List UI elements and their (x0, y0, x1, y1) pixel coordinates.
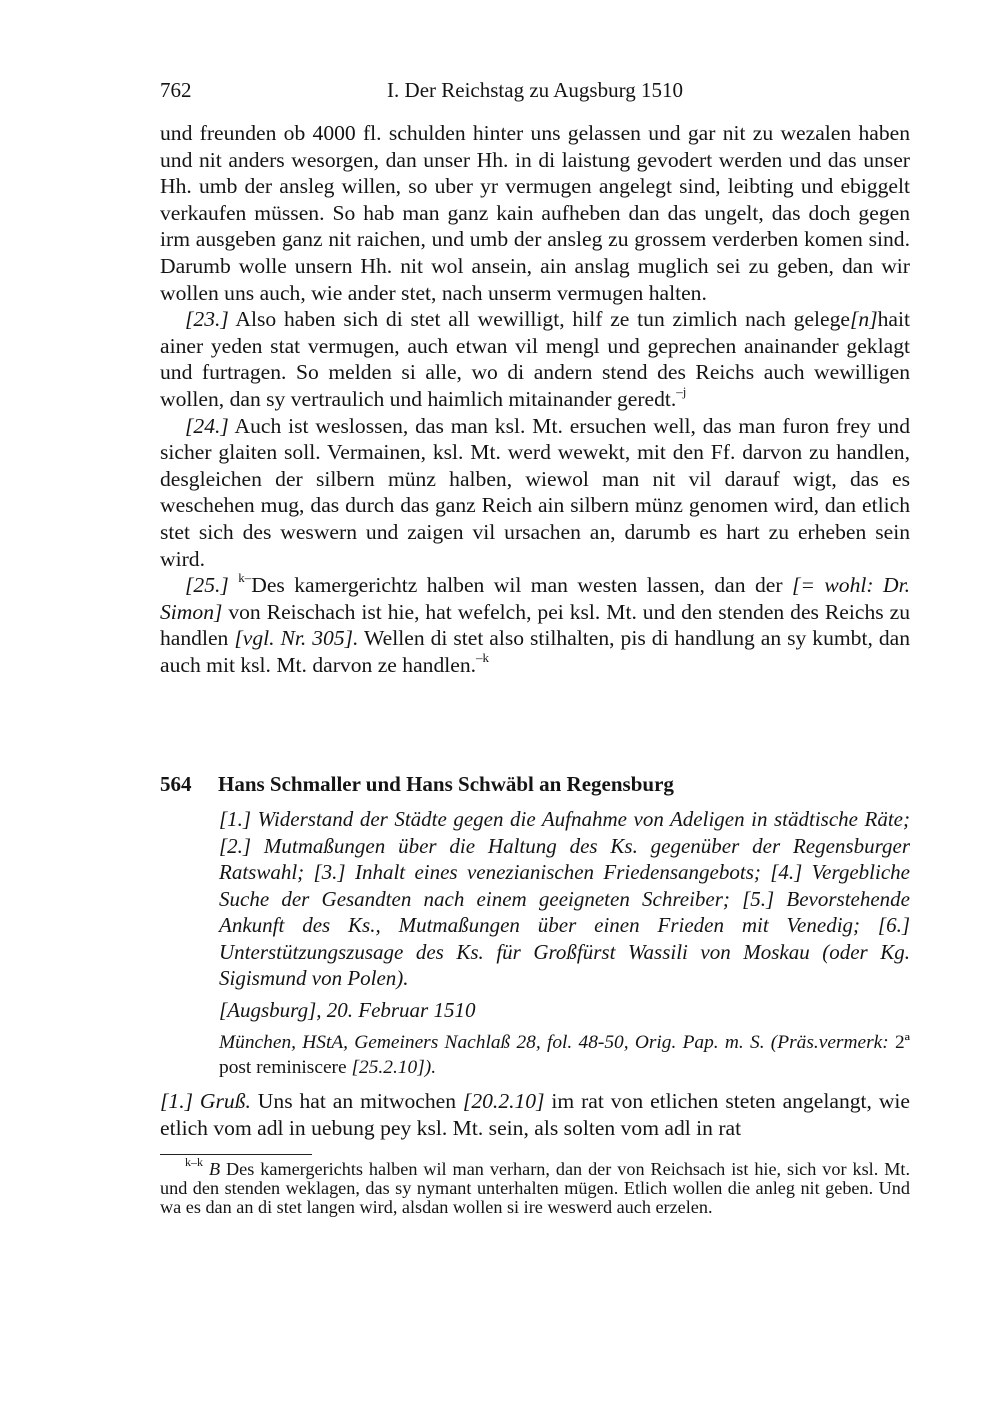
source-text: [25.2.10]). (346, 1057, 437, 1078)
paragraph-lead: [1.] Gruß. (160, 1089, 251, 1113)
editorial-insert: [n] (850, 307, 878, 332)
footnote-siglum: B (208, 1159, 221, 1179)
paragraph-text: im rat von etlichen steten angelangt, wie etlich vom adl in uebung pey ksl. Mt. sein, als solten vom adl in rat (160, 1089, 911, 1140)
document-title: Hans Schmaller und Hans Schwäbl an Regensburg (218, 772, 674, 796)
footnote-mark: k–k (185, 1154, 203, 1169)
paragraph-continued: und freunden ob 4000 fl. schulden hinter uns gelassen und gar nit zu wezalen haben und nit anders wesorgen, dan unser Hh. in di laistung gevodert werden und das unser Hh. umb der ansleg willen, so uber yr vermugen angelegt sind, leibting und ebiggelt verkaufen müssen. So hab man ganz kain aufheben dan das ungelt, das doch gegen irm ausgeben ganz nit raichen, und umb der ansleg zu grossem verderben komen sind. Darumb wolle unsern Hh. nit wol ansein, ain anslag muglich sei zu geben, dan wir wollen uns auch, wie ander stet, nach unserm vermugen halten. (160, 121, 910, 305)
document-text (160, 1088, 910, 1141)
running-title: I. Der Reichstag zu Augsburg 1510 (387, 78, 683, 102)
editorial-reference: [vgl. Nr. 305]. (234, 626, 359, 651)
regest-text: [1.] Widerstand der Städte gegen die Aufnahme von Adeligen in städtische Räte; [2.] Mutmaßungen über die Haltung des Ks. gegenüber der Regensburger Ratswahl; [3.] Inhalt eines venezianischen Friedensangebots; [4.] Vergebliche Suche der Gesandten nach einem geeigneten Schreiber; [5.] Bevorstehende Ankunft des Ks., Mutmaßungen über einen Frieden mit Venedig; [6.] Unterstützungszusage des Ks. für Großfürst Wassili von Moskau (oder Kg. Sigismund von Polen). (219, 807, 910, 990)
footnote-marker: k– (238, 569, 252, 585)
document-heading (160, 772, 910, 797)
body-text (160, 120, 910, 678)
paragraph-text: hait ainer yeden stat vermugen, auch etwan vil mengl und geprechen anainander geklagt und furtragen. So melden si alle, wo di andern stend des Reichs auch wewilligen wollen, dan sy vertraulich und haimlich mitainander geredt. (160, 307, 910, 411)
paragraph-text: Uns hat an mitwochen (250, 1089, 463, 1113)
footnote-text: Des kamergerichts halben wil man verharn, dan der von Reichsach ist hie, sich vor ksl. Mt. und den stenden weklagen, das sy nymant unterhalten mügen. Etlich wollen die anleg nit geben. Und wa es dan an di stet langen wird, alsdan wollen si ire weswerd auch erzelen. (160, 1159, 911, 1217)
running-header (160, 78, 910, 108)
editorial-note: [= wohl: Dr. Simon] (160, 573, 910, 624)
footnote-marker: –k (476, 649, 490, 665)
paragraph-number: [25.] (185, 573, 229, 598)
page-number: 762 (160, 78, 192, 102)
source-text: München, HStA, Gemeiners Nachlaß 28, fol. 48-50, Orig. Pap. m. S. (Präs.vermerk: (219, 1032, 895, 1053)
footnote-marker: –j (676, 383, 687, 399)
paragraph-text: Auch ist weslossen, das man ksl. Mt. ersuchen well, das man furon frey und sicher glaiten soll. Vermainen, ksl. Mt. werd wewekt, mit den Ff. darvon zu handlen, desgleichen der silbern münz halben, wiewol man nit vil darauf wigt, das es weschehen mug, das durch das ganz Reich ain silbern münz genomen wird, dan etlich stet sich des weswern und zaigen vil ursachen an, darumb es hart zu erheben sein wird. (160, 413, 910, 571)
paragraph-25 (160, 569, 911, 678)
paragraph-text: von Reischach ist hie, hat wefelch, pei ksl. Mt. und den stenden des Reichs zu handlen (160, 599, 910, 651)
paragraph-text: Wellen di stet also stilhalten, pis di handlung an sy kumbt, dan auch mit ksl. Mt. darvon ze handlen. (160, 626, 911, 677)
paragraph-1 (160, 1088, 910, 1141)
editorial-date: [20.2.10] (462, 1089, 545, 1113)
footnote-rule (160, 1154, 312, 1155)
paragraph-23 (160, 306, 910, 412)
paragraph-text: Des kamergerichtz halben wil man westen lassen, dan der (251, 573, 792, 598)
dateline: [Augsburg], 20. Februar 1510 (219, 998, 476, 1022)
regest (219, 806, 910, 992)
paragraph-number: [24.] (185, 413, 229, 438)
paragraph-text: Also haben sich di stet all wewilligt, hilf ze tun zimlich nach gelege (228, 307, 850, 332)
paragraph-number: [23.] (185, 307, 229, 332)
source-date-quote: 2ª post reminiscere (219, 1032, 910, 1078)
source-note (219, 1030, 910, 1080)
document-number: 564 (160, 772, 192, 796)
footnote (160, 1154, 911, 1217)
paragraph-24 (160, 413, 910, 573)
